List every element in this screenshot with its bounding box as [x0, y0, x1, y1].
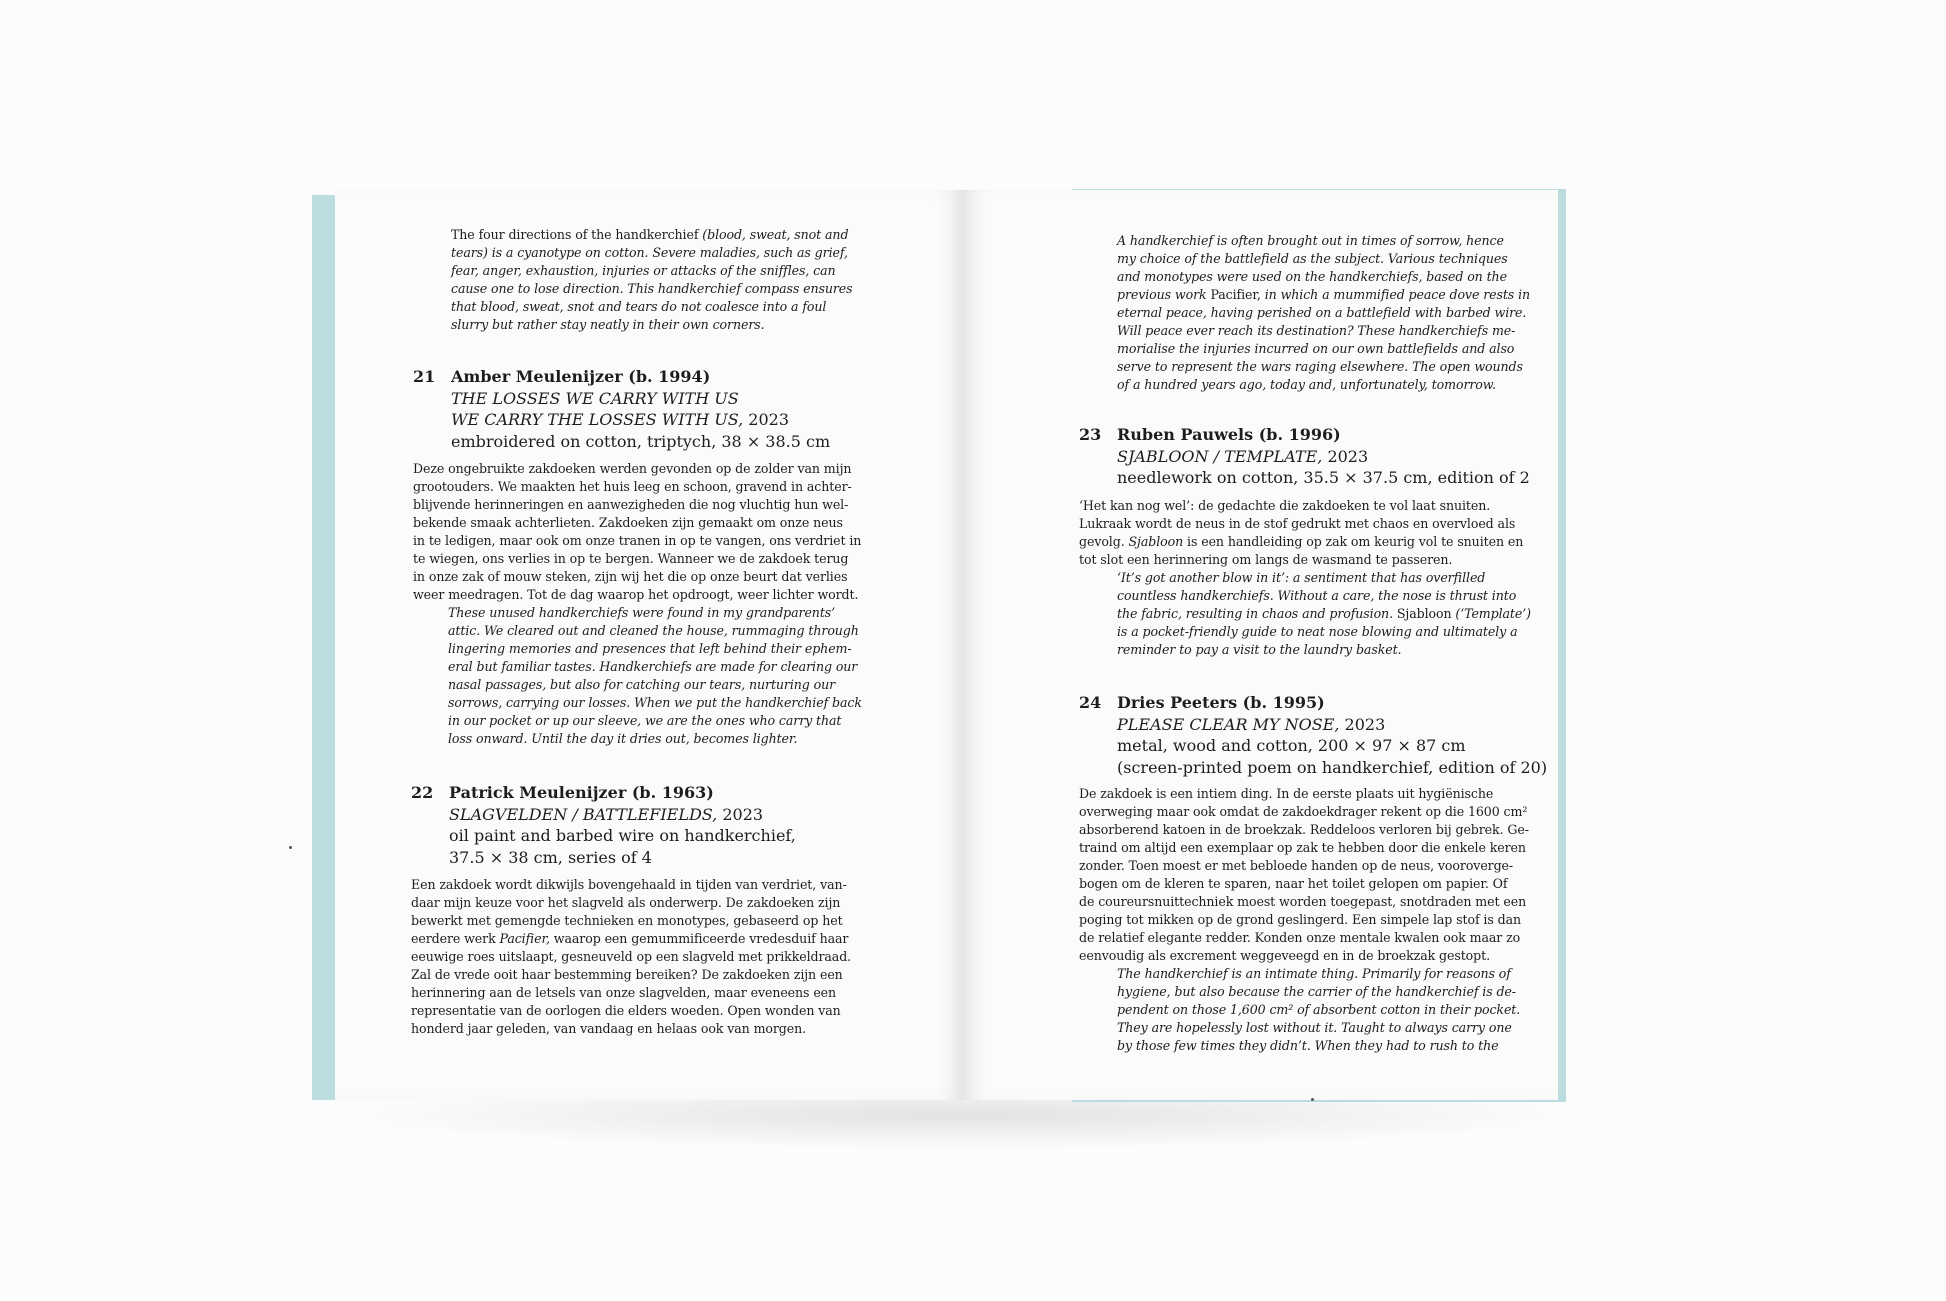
artist-name: Dries Peeters (b. 1995): [1117, 693, 1325, 712]
artwork-medium: 37.5 × 38 cm, series of 4: [449, 847, 652, 867]
text-run-italic: in which a mummified peace dove rests in: [1260, 287, 1531, 302]
text-line: eeuwige roes uitslaapt, gesneuveld op een slagveld met prikkeldraad.: [411, 949, 852, 964]
text-line: daar mijn keuze voor het slagveld als onderwerp. De zakdoeken zijn: [411, 895, 841, 910]
text-run-italic: Pacifier,: [499, 931, 550, 946]
text-line: Will peace ever reach its destination? These handkerchiefs me-: [1117, 323, 1516, 338]
artwork-year: 2023: [743, 410, 790, 429]
dust-speck: [289, 846, 292, 849]
text-line: attic. We cleared out and cleaned the house, rummaging through: [448, 623, 859, 638]
intro-line-upright: The four directions of the handkerchief: [451, 227, 703, 242]
left-intro-paragraph: [451, 226, 852, 334]
text-line: bewerkt met gemengde technieken en monotypes, gebaseerd op het: [411, 913, 843, 928]
text-line: countless handkerchiefs. Without a care, the nose is thrust into: [1117, 588, 1517, 603]
text-run-italic: the fabric, resulting in chaos and profusion.: [1117, 606, 1397, 621]
artwork-title: SLAGVELDEN / BATTLEFIELDS,: [449, 804, 718, 824]
text-line: blijvende herinneringen en aanwezigheden die nog vluchtig hun wel-: [413, 497, 849, 512]
text-line: bekende smaak achterlieten. Zakdoeken zijn gemaakt om onze neus: [413, 515, 843, 530]
text-line: herinnering aan de letsels van onze slagvelden, maar eveneens een: [411, 985, 837, 1000]
intro-line: that blood, sweat, snot and tears do not coalesce into a foul: [451, 299, 827, 314]
artist-name: Patrick Meulenijzer (b. 1963): [449, 783, 714, 802]
text-line: is a pocket-friendly guide to neat nose blowing and ultimately a: [1117, 624, 1518, 639]
text-run: gevolg.: [1079, 534, 1129, 549]
intro-line: slurry but rather stay neatly in their own corners.: [451, 317, 765, 332]
text-line: weer meedragen. Tot de dag waarop het opdroogt, weer lichter wordt.: [413, 587, 859, 602]
text-line: of a hundred years ago, today and, unfortunately, tomorrow.: [1117, 377, 1496, 392]
text-line: ‘It’s got another blow in it’: a sentiment that has overfilled: [1117, 570, 1486, 585]
text-line: [1117, 286, 1530, 304]
text-line: de coureursnuittechniek moest worden toegepast, snotdraden met een: [1079, 894, 1527, 909]
artwork-year: 2023: [1322, 446, 1369, 466]
text-line: by those few times they didn’t. When they had to rush to the: [1117, 1038, 1499, 1053]
text-line: grootouders. We maakten het huis leeg en schoon, gravend in achter-: [413, 479, 852, 494]
entry-23-dutch-text: [1079, 497, 1523, 569]
text-line: The handkerchief is an intimate thing. Primarily for reasons of: [1117, 966, 1511, 981]
text-run-italic: previous work: [1117, 287, 1211, 302]
text-line: [1079, 533, 1523, 551]
text-line: honderd jaar geleden, van vandaag en helaas ook van morgen.: [411, 1021, 807, 1036]
text-run: is een handleiding op zak om keurig vol te snuiten en: [1183, 534, 1524, 549]
dust-speck: [1311, 1098, 1314, 1101]
text-run-upright: Sjabloon: [1396, 606, 1452, 621]
artwork-title: THE LOSSES WE CARRY WITH US: [451, 388, 739, 408]
text-run: waarop een gemummificeerde vredesduif haar: [549, 931, 849, 946]
text-line: [1117, 605, 1531, 623]
text-line: serve to represent the wars raging elsewhere. The open wounds: [1117, 359, 1523, 374]
artwork-title: WE CARRY THE LOSSES WITH US,: [451, 410, 744, 429]
text-run-italic: Sjabloon: [1128, 534, 1184, 549]
text-line: [411, 930, 851, 948]
artwork-title: SJABLOON / TEMPLATE,: [1117, 446, 1323, 466]
text-line: eral but familiar tastes. Handkerchiefs are made for clearing our: [448, 659, 858, 674]
text-line: in our pocket or up our sleeve, we are the ones who carry that: [448, 713, 842, 728]
text-line: Zal de vrede ooit haar bestemming bereiken? De zakdoeken zijn een: [411, 967, 843, 982]
intro-line: tears) is a cyanotype on cotton. Severe maladies, such as grief,: [451, 245, 848, 260]
text-line: my choice of the battlefield as the subject. Various techniques: [1117, 251, 1508, 266]
entry-number: 23: [1079, 425, 1102, 444]
artwork-medium: (screen-printed poem on handkerchief, edition of 20): [1117, 757, 1548, 777]
entry-21-english-text: [448, 604, 862, 748]
text-line: bogen om de kleren te sparen, naar het toilet gelopen om papier. Of: [1079, 876, 1508, 891]
text-line: overweging maar ook omdat de zakdoekdrager rekent op die 1600 cm²: [1079, 804, 1528, 819]
text-line: in onze zak of mouw steken, zijn wij het die op onze beurt dat verlies: [413, 569, 848, 584]
text-line: representatie van de oorlogen die elders woeden. Open wonden van: [411, 1003, 841, 1018]
text-line: absorberend katoen in de broekzak. Reddeloos verloren bij gebrek. Ge-: [1079, 822, 1529, 837]
text-run-italic: (‘Template’): [1451, 606, 1531, 621]
text-line: sorrows, carrying our losses. When we put the handkerchief back: [448, 695, 862, 710]
artwork-medium: needlework on cotton, 35.5 × 37.5 cm, edition of 2: [1117, 468, 1530, 487]
text-line: eternal peace, having perished on a battlefield with barbed wire.: [1117, 305, 1527, 320]
text-line: Deze ongebruikte zakdoeken werden gevonden op de zolder van mijn: [413, 461, 852, 476]
entry-number: 24: [1079, 693, 1102, 712]
text-line: pendent on those 1,600 cm² of absorbent cotton in their pocket.: [1117, 1002, 1521, 1017]
text-line: morialise the injuries incurred on our own battlefields and also: [1117, 341, 1515, 356]
artist-name: Amber Meulenijzer (b. 1994): [451, 367, 711, 386]
artwork-medium: embroidered on cotton, triptych, 38 × 38.5 cm: [451, 431, 831, 451]
text-line: They are hopelessly lost without it. Taught to always carry one: [1117, 1020, 1512, 1035]
right-page: [962, 190, 1558, 1100]
text-line: Een zakdoek wordt dikwijls bovengehaald in tijden van verdriet, van-: [411, 877, 847, 892]
text-line: in te ledigen, maar ook om onze tranen in op te vangen, ons verdriet in: [413, 533, 862, 548]
text-line: te wiegen, ons verlies in op te bergen. Wanneer we de zakdoek terug: [413, 551, 849, 566]
text-line: Lukraak wordt de neus in de stof gedrukt met chaos en overvloed als: [1079, 516, 1516, 531]
text-line: ‘Het kan nog wel’: de gedachte die zakdoeken te vol laat snuiten.: [1079, 498, 1491, 513]
artwork-medium: metal, wood and cotton, 200 × 97 × 87 cm: [1117, 736, 1466, 755]
entry-number: 22: [411, 783, 434, 802]
entry-22-dutch-text: [411, 876, 851, 1038]
artist-name: Ruben Pauwels (b. 1996): [1117, 425, 1341, 444]
text-line: eenvoudig als excrement weggeveegd en in de broekzak gestopt.: [1079, 948, 1490, 963]
text-line: lingering memories and presences that left behind their ephem-: [448, 641, 852, 656]
artwork-title: PLEASE CLEAR MY NOSE,: [1117, 714, 1340, 734]
intro-line-italic: (blood, sweat, snot and: [702, 227, 849, 242]
text-line: poging tot mikken op de grond geslingerd. Een simpele lap stof is dan: [1079, 912, 1522, 927]
text-line: De zakdoek is een intiem ding. In de eerste plaats uit hygiënische: [1079, 786, 1494, 801]
intro-line: cause one to lose direction. This handkerchief compass ensures: [451, 281, 853, 296]
text-line: reminder to pay a visit to the laundry basket.: [1117, 642, 1402, 657]
text-line: hygiene, but also because the carrier of the handkerchief is de-: [1117, 984, 1516, 999]
entry-number: 21: [413, 367, 436, 386]
text-line: tot slot een herinnering om langs de wasmand te passeren.: [1079, 552, 1453, 567]
text-line: A handkerchief is often brought out in times of sorrow, hence: [1117, 233, 1504, 248]
text-line: loss onward. Until the day it dries out, becomes lighter.: [448, 731, 798, 746]
right-intro-paragraph: [1117, 232, 1530, 394]
artwork-year: 2023: [1339, 714, 1386, 734]
text-run-upright: Pacifier,: [1210, 287, 1261, 302]
entry-23-english-text: [1117, 569, 1531, 659]
text-line: These unused handkerchiefs were found in my grandparents’: [448, 605, 836, 620]
entry-24-dutch-text: [1079, 785, 1529, 965]
left-page: [335, 190, 965, 1100]
entry-21-dutch-text: [413, 460, 861, 604]
text-line: nasal passages, but also for catching our tears, nurturing our: [448, 677, 836, 692]
text-line: traind om altijd een exemplaar op zak te hebben door die enkele keren: [1079, 840, 1526, 855]
artwork-medium: oil paint and barbed wire on handkerchief,: [449, 826, 796, 845]
text-line: zonder. Toen moest er met bebloede handen op de neus, vooroverge-: [1079, 858, 1514, 873]
text-run: eerdere werk: [411, 931, 500, 946]
text-line: de relatief elegante redder. Konden onze mentale kwalen ook maar zo: [1079, 930, 1521, 945]
artwork-year: 2023: [717, 804, 764, 824]
intro-line: fear, anger, exhaustion, injuries or attacks of the sniffles, can: [451, 263, 836, 278]
entry-24-english-text: [1117, 965, 1520, 1055]
text-line: and monotypes were used on the handkerchiefs, based on the: [1117, 269, 1507, 284]
